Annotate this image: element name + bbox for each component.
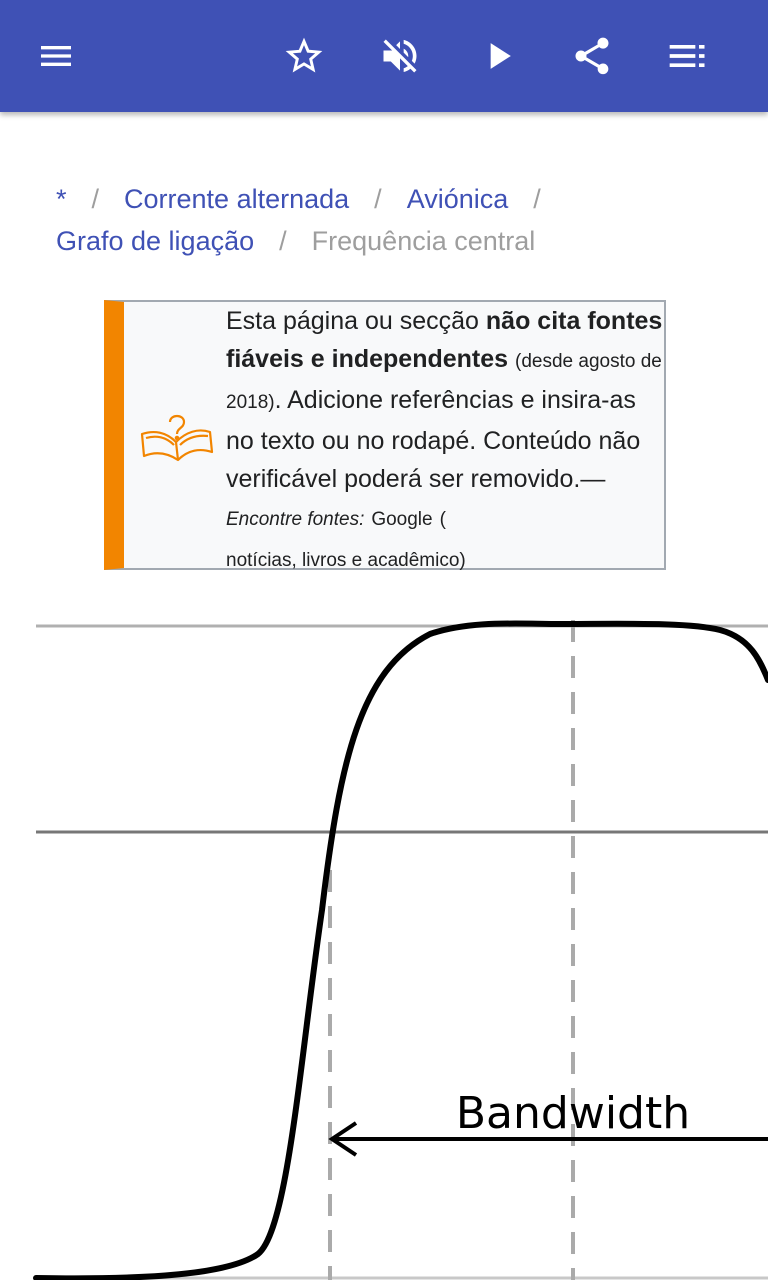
book-question-icon (136, 400, 216, 470)
books-link[interactable]: livros (302, 550, 347, 571)
play-button[interactable] (470, 28, 526, 84)
warning-text-body: . Adicione referências e insira-as no texto ou no rodapé. Conteúdo não verificável poderá ser removido.— (226, 386, 641, 493)
warning-text-start: Esta página ou secção (226, 307, 486, 335)
breadcrumb-root[interactable]: * (56, 184, 67, 214)
menu-button[interactable] (28, 28, 84, 84)
bandwidth-label: Bandwidth (455, 1088, 691, 1139)
google-link[interactable]: Google (371, 509, 433, 530)
breadcrumb-separator: / (279, 226, 287, 256)
warning-text: Esta página ou secção não cita fontes fiáveis e independentes (desde agosto de 2018). Adicione referências e insira-as no texto ou no rodapé. Conteúdo não verificável poderá ser removido.—Encontre fontes: Google ( notícias, livros e acadêmico) (226, 307, 663, 571)
warning-date: (desde agosto de 2018) (226, 351, 662, 413)
breadcrumb-separator: / (374, 184, 382, 214)
app-bar (0, 0, 768, 112)
volume-off-icon (378, 34, 422, 78)
academic-link[interactable]: acadêmico (367, 550, 460, 571)
favorite-button[interactable] (276, 28, 332, 84)
bandwidth-figure (0, 590, 768, 1280)
bandwidth-diagram (0, 590, 768, 1280)
sources-warning-box (104, 300, 666, 570)
news-link[interactable]: notícias (226, 550, 292, 571)
response-curve (36, 623, 768, 1278)
warning-text-bold: não cita fontes fiáveis e independentes (226, 307, 663, 373)
star-outline-icon (282, 34, 326, 78)
playlist-icon (666, 34, 710, 78)
contents-button[interactable] (660, 28, 716, 84)
breadcrumb-avionica[interactable]: Aviónica (406, 184, 509, 214)
mute-button[interactable] (372, 28, 428, 84)
breadcrumb (56, 178, 736, 262)
menu-icon (36, 36, 76, 76)
play-icon (476, 34, 520, 78)
find-sources-label: Encontre fontes: (226, 509, 365, 530)
breadcrumb-corrente-alternada[interactable]: Corrente alternada (124, 184, 350, 214)
share-button[interactable] (564, 28, 620, 84)
share-icon (570, 34, 614, 78)
breadcrumb-separator: / (533, 184, 541, 214)
breadcrumb-grafo-de-ligacao[interactable]: Grafo de ligação (56, 226, 255, 256)
breadcrumb-current: Frequência central (311, 226, 536, 256)
breadcrumb-separator: / (91, 184, 100, 214)
